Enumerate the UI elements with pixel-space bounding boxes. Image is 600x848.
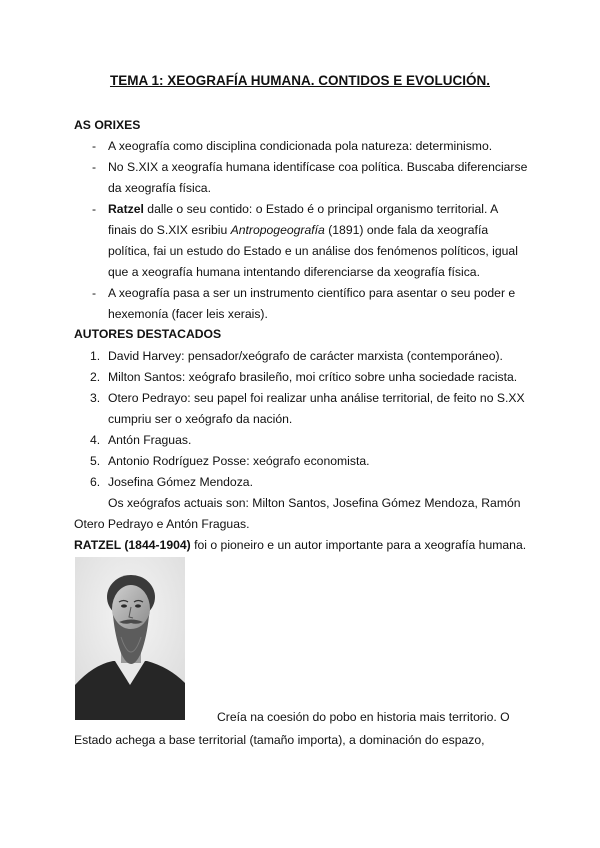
list-item-line: A xeografía como disciplina condicionada pola natureza: determinismo. (108, 139, 493, 153)
ratzel-portrait-photo (75, 557, 185, 720)
list-item-line: David Harvey: pensador/xeógrafo de carácter marxista (contemporáneo). (108, 349, 503, 363)
paragraph-line: Creía na coesión do pobo en historia mais territorio. O (217, 710, 510, 724)
list-number: 5. (90, 454, 101, 468)
section-heading-autores: AUTORES DESTACADOS (74, 327, 222, 341)
paragraph-line: Os xeógrafos actuais son: Milton Santos, Josefina Gómez Mendoza, Ramón (108, 496, 521, 510)
list-item-line: No S.XIX a xeografía humana identifícase coa política. Buscaba diferenciarse (108, 160, 528, 174)
list-item-line: Milton Santos: xeógrafo brasileño, moi crítico sobre unha sociedade racista. (108, 370, 518, 384)
list-item-line: A xeografía pasa a ser un instrumento científico para asentar o seu poder e (108, 286, 516, 300)
list-number: 6. (90, 475, 101, 489)
list-number: 4. (90, 433, 101, 447)
text-span: finais do S.XIX esribiu (108, 223, 231, 237)
bullet-dash: - (92, 139, 97, 153)
list-item-line: Antonio Rodríguez Posse: xeógrafo economista. (108, 454, 370, 468)
bold-heading-ratzel: RATZEL (1844-1904) (74, 538, 191, 552)
list-number: 2. (90, 370, 101, 384)
italic-book-title: Antropogeografía (230, 223, 325, 237)
list-item-line: Josefina Gómez Mendoza. (108, 475, 253, 489)
bullet-dash: - (92, 160, 97, 174)
paragraph-line: Estado achega a base territorial (tamaño importa), a dominación do espazo, (74, 733, 485, 747)
bullet-dash: - (92, 286, 97, 300)
paragraph-line (74, 539, 526, 551)
page-title: TEMA 1: XEOGRAFÍA HUMANA. CONTIDOS E EVOLUCIÓN. (109, 73, 490, 88)
list-item-line (108, 224, 488, 236)
bullet-dash: - (92, 202, 97, 216)
bold-name-ratzel: Ratzel (108, 202, 144, 216)
list-item-line: cumpriu ser o xeógrafo da nación. (108, 412, 293, 426)
list-item-line: da xeografía física. (108, 181, 211, 195)
text-span: (1891) onde fala da xeografía (324, 223, 489, 237)
list-number: 1. (90, 349, 101, 363)
text-span: foi o pioneiro e un autor importante para a xeografía humana. (190, 538, 527, 552)
text-span: dalle o seu contido: o Estado é o principal organismo territorial. A (143, 202, 499, 216)
portrait-illustration (75, 557, 185, 720)
list-number: 3. (90, 391, 101, 405)
paragraph-line: Otero Pedrayo e Antón Fraguas. (74, 517, 250, 531)
list-item-line: que a xeografía humana intentando diferenciarse da xeografía física. (108, 265, 480, 279)
list-item-line: Antón Fraguas. (108, 433, 192, 447)
list-item-line (108, 203, 498, 215)
list-item-line: hexemonía (facer leis xerais). (108, 307, 268, 321)
section-heading-orixes: AS ORIXES (74, 118, 141, 132)
list-item-line: Otero Pedrayo: seu papel foi realizar unha análise territorial, de feito no S.XX (108, 391, 525, 405)
list-item-line: política, fai un estudo do Estado e un análise dos fenómenos políticos, igual (108, 244, 518, 258)
